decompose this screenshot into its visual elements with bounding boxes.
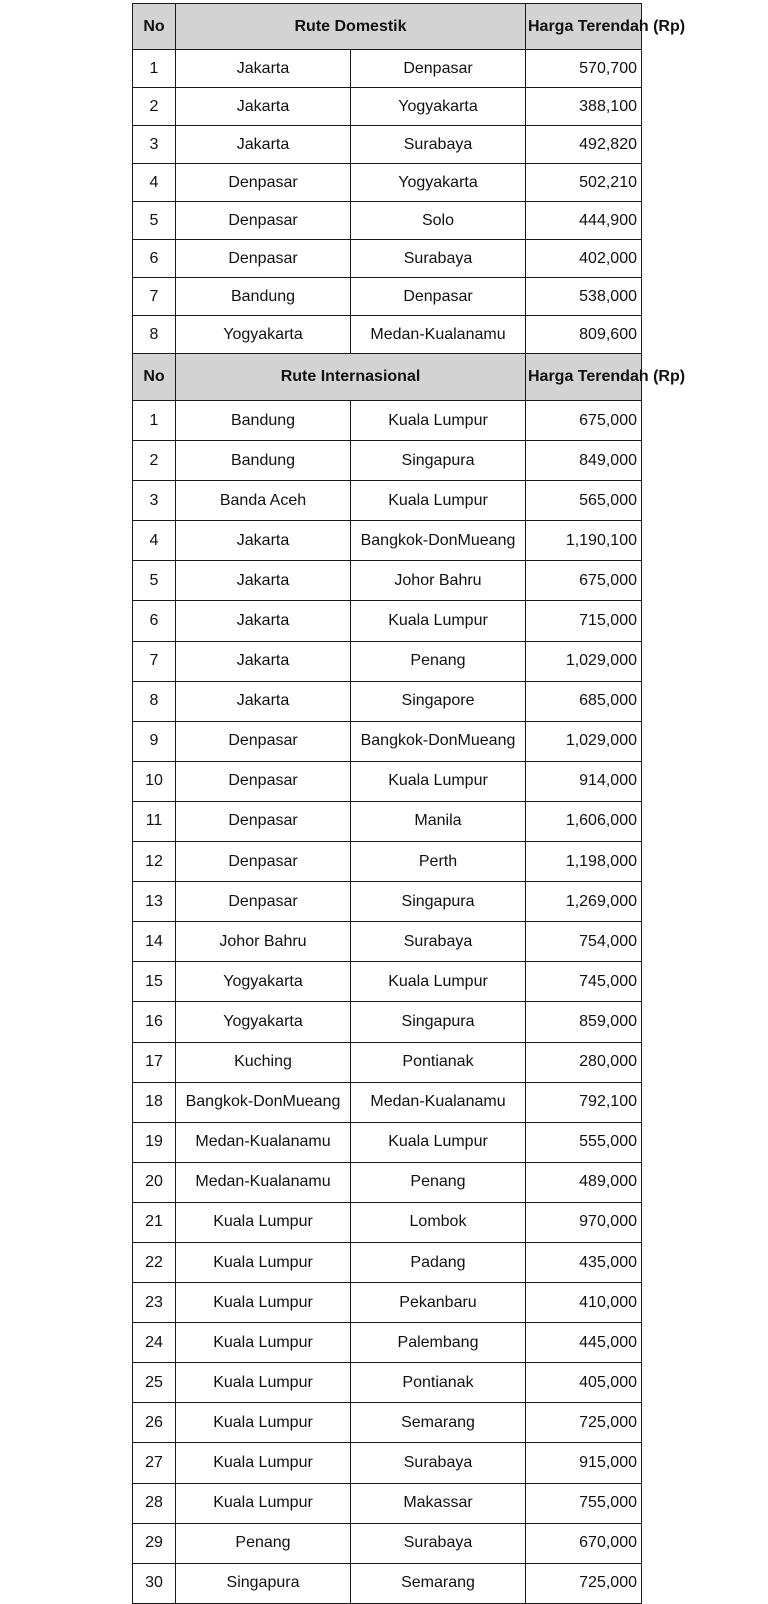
table-row <box>133 1042 642 1082</box>
column-header-no: No <box>133 354 176 401</box>
destination-city: Singapura <box>351 441 526 481</box>
origin-city: Yogyakarta <box>176 1002 351 1042</box>
table-row <box>133 126 642 164</box>
lowest-price: 410,000 <box>526 1283 642 1323</box>
row-number: 14 <box>133 922 176 962</box>
row-number: 11 <box>133 801 176 841</box>
table-row <box>133 1563 642 1603</box>
origin-city: Denpasar <box>176 842 351 882</box>
origin-city: Jakarta <box>176 641 351 681</box>
table-row <box>133 88 642 126</box>
lowest-price: 755,000 <box>526 1483 642 1523</box>
lowest-price: 492,820 <box>526 126 642 164</box>
row-number: 16 <box>133 1002 176 1042</box>
row-number: 24 <box>133 1323 176 1363</box>
destination-city: Lombok <box>351 1202 526 1242</box>
row-number: 2 <box>133 88 176 126</box>
origin-city: Johor Bahru <box>176 922 351 962</box>
table-row <box>133 1082 642 1122</box>
destination-city: Semarang <box>351 1563 526 1603</box>
row-number: 4 <box>133 164 176 202</box>
origin-city: Kuala Lumpur <box>176 1483 351 1523</box>
table-row <box>133 521 642 561</box>
destination-city: Denpasar <box>351 278 526 316</box>
origin-city: Bandung <box>176 278 351 316</box>
table-row <box>133 1403 642 1443</box>
origin-city: Jakarta <box>176 521 351 561</box>
lowest-price: 565,000 <box>526 481 642 521</box>
table-row <box>133 202 642 240</box>
origin-city: Kuala Lumpur <box>176 1242 351 1282</box>
row-number: 26 <box>133 1403 176 1443</box>
lowest-price: 754,000 <box>526 922 642 962</box>
origin-city: Kuala Lumpur <box>176 1363 351 1403</box>
lowest-price: 675,000 <box>526 561 642 601</box>
destination-city: Surabaya <box>351 1523 526 1563</box>
origin-city: Kuala Lumpur <box>176 1323 351 1363</box>
row-number: 23 <box>133 1283 176 1323</box>
row-number: 3 <box>133 481 176 521</box>
lowest-price: 489,000 <box>526 1162 642 1202</box>
lowest-price: 280,000 <box>526 1042 642 1082</box>
lowest-price: 444,900 <box>526 202 642 240</box>
table-row <box>133 962 642 1002</box>
lowest-price: 792,100 <box>526 1082 642 1122</box>
origin-city: Denpasar <box>176 164 351 202</box>
origin-city: Denpasar <box>176 240 351 278</box>
destination-city: Johor Bahru <box>351 561 526 601</box>
destination-city: Surabaya <box>351 126 526 164</box>
row-number: 19 <box>133 1122 176 1162</box>
origin-city: Singapura <box>176 1563 351 1603</box>
table-row <box>133 278 642 316</box>
destination-city: Denpasar <box>351 50 526 88</box>
lowest-price: 502,210 <box>526 164 642 202</box>
row-number: 5 <box>133 561 176 601</box>
airfare-table-body <box>133 4 686 1604</box>
table-row <box>133 401 642 441</box>
lowest-price: 538,000 <box>526 278 642 316</box>
table-row <box>133 601 642 641</box>
destination-city: Singapore <box>351 681 526 721</box>
row-number: 7 <box>133 278 176 316</box>
origin-city: Banda Aceh <box>176 481 351 521</box>
table-row <box>133 761 642 801</box>
origin-city: Medan-Kualanamu <box>176 1122 351 1162</box>
destination-city: Kuala Lumpur <box>351 481 526 521</box>
origin-city: Denpasar <box>176 882 351 922</box>
destination-city: Bangkok-DonMueang <box>351 521 526 561</box>
column-header-price: Harga Terendah (Rp) <box>526 4 642 50</box>
row-number: 21 <box>133 1202 176 1242</box>
table-row <box>133 1523 642 1563</box>
row-number: 5 <box>133 202 176 240</box>
destination-city: Penang <box>351 1162 526 1202</box>
origin-city: Denpasar <box>176 761 351 801</box>
lowest-price: 1,269,000 <box>526 882 642 922</box>
row-number: 27 <box>133 1443 176 1483</box>
row-number: 4 <box>133 521 176 561</box>
table-row <box>133 561 642 601</box>
destination-city: Bangkok-DonMueang <box>351 721 526 761</box>
origin-city: Kuala Lumpur <box>176 1283 351 1323</box>
destination-city: Singapura <box>351 1002 526 1042</box>
destination-city: Kuala Lumpur <box>351 1122 526 1162</box>
origin-city: Jakarta <box>176 561 351 601</box>
table-row <box>133 240 642 278</box>
lowest-price: 859,000 <box>526 1002 642 1042</box>
origin-city: Yogyakarta <box>176 962 351 1002</box>
lowest-price: 915,000 <box>526 1443 642 1483</box>
table-row <box>133 316 642 354</box>
destination-city: Yogyakarta <box>351 164 526 202</box>
origin-city: Denpasar <box>176 801 351 841</box>
lowest-price: 745,000 <box>526 962 642 1002</box>
origin-city: Medan-Kualanamu <box>176 1162 351 1202</box>
destination-city: Kuala Lumpur <box>351 601 526 641</box>
row-number: 10 <box>133 761 176 801</box>
origin-city: Jakarta <box>176 126 351 164</box>
origin-city: Denpasar <box>176 721 351 761</box>
column-header-route: Rute Domestik <box>176 4 526 50</box>
lowest-price: 970,000 <box>526 1202 642 1242</box>
row-number: 13 <box>133 882 176 922</box>
table-row <box>133 882 642 922</box>
lowest-price: 670,000 <box>526 1523 642 1563</box>
origin-city: Jakarta <box>176 681 351 721</box>
lowest-price: 849,000 <box>526 441 642 481</box>
row-number: 22 <box>133 1242 176 1282</box>
destination-city: Manila <box>351 801 526 841</box>
row-number: 25 <box>133 1363 176 1403</box>
row-number: 3 <box>133 126 176 164</box>
table-row <box>133 922 642 962</box>
row-number: 9 <box>133 721 176 761</box>
destination-city: Medan-Kualanamu <box>351 1082 526 1122</box>
lowest-price: 445,000 <box>526 1323 642 1363</box>
row-number: 20 <box>133 1162 176 1202</box>
international-header-row <box>133 354 642 401</box>
row-number: 29 <box>133 1523 176 1563</box>
row-number: 1 <box>133 401 176 441</box>
lowest-price: 685,000 <box>526 681 642 721</box>
destination-city: Pekanbaru <box>351 1283 526 1323</box>
destination-city: Kuala Lumpur <box>351 401 526 441</box>
table-row <box>133 481 642 521</box>
lowest-price: 555,000 <box>526 1122 642 1162</box>
lowest-price: 435,000 <box>526 1242 642 1282</box>
lowest-price: 1,029,000 <box>526 641 642 681</box>
row-number: 15 <box>133 962 176 1002</box>
destination-city: Pontianak <box>351 1042 526 1082</box>
row-number: 28 <box>133 1483 176 1523</box>
lowest-price: 715,000 <box>526 601 642 641</box>
lowest-price: 388,100 <box>526 88 642 126</box>
table-row <box>133 1242 642 1282</box>
lowest-price: 1,606,000 <box>526 801 642 841</box>
destination-city: Solo <box>351 202 526 240</box>
lowest-price: 725,000 <box>526 1563 642 1603</box>
table-row <box>133 164 642 202</box>
table-row <box>133 1363 642 1403</box>
column-header-price: Harga Terendah (Rp) <box>526 354 642 401</box>
origin-city: Kuala Lumpur <box>176 1403 351 1443</box>
table-row <box>133 1162 642 1202</box>
destination-city: Perth <box>351 842 526 882</box>
row-number: 8 <box>133 681 176 721</box>
lowest-price: 809,600 <box>526 316 642 354</box>
table-row <box>133 641 642 681</box>
table-row <box>133 50 642 88</box>
origin-city: Jakarta <box>176 88 351 126</box>
row-number: 6 <box>133 240 176 278</box>
lowest-price: 1,029,000 <box>526 721 642 761</box>
destination-city: Padang <box>351 1242 526 1282</box>
table-row <box>133 1002 642 1042</box>
table-row <box>133 801 642 841</box>
origin-city: Jakarta <box>176 50 351 88</box>
table-row <box>133 1122 642 1162</box>
origin-city: Bangkok-DonMueang <box>176 1082 351 1122</box>
row-number: 1 <box>133 50 176 88</box>
lowest-price: 725,000 <box>526 1403 642 1443</box>
lowest-price: 1,198,000 <box>526 842 642 882</box>
destination-city: Pontianak <box>351 1363 526 1403</box>
table-row <box>133 441 642 481</box>
row-number: 2 <box>133 441 176 481</box>
destination-city: Palembang <box>351 1323 526 1363</box>
origin-city: Bandung <box>176 441 351 481</box>
destination-city: Yogyakarta <box>351 88 526 126</box>
lowest-price: 402,000 <box>526 240 642 278</box>
table-row <box>133 1323 642 1363</box>
column-header-route: Rute Internasional <box>176 354 526 401</box>
destination-city: Singapura <box>351 882 526 922</box>
destination-city: Kuala Lumpur <box>351 761 526 801</box>
airfare-table <box>132 3 686 1604</box>
lowest-price: 570,700 <box>526 50 642 88</box>
domestic-header-row <box>133 4 642 50</box>
destination-city: Surabaya <box>351 240 526 278</box>
origin-city: Yogyakarta <box>176 316 351 354</box>
destination-city: Medan-Kualanamu <box>351 316 526 354</box>
origin-city: Bandung <box>176 401 351 441</box>
origin-city: Penang <box>176 1523 351 1563</box>
row-number: 30 <box>133 1563 176 1603</box>
lowest-price: 914,000 <box>526 761 642 801</box>
row-number: 12 <box>133 842 176 882</box>
lowest-price: 1,190,100 <box>526 521 642 561</box>
row-number: 18 <box>133 1082 176 1122</box>
table-row <box>133 1202 642 1242</box>
lowest-price: 675,000 <box>526 401 642 441</box>
origin-city: Kuching <box>176 1042 351 1082</box>
destination-city: Penang <box>351 641 526 681</box>
row-number: 8 <box>133 316 176 354</box>
destination-city: Makassar <box>351 1483 526 1523</box>
table-row <box>133 1283 642 1323</box>
table-row <box>133 721 642 761</box>
origin-city: Denpasar <box>176 202 351 240</box>
row-number: 7 <box>133 641 176 681</box>
lowest-price: 405,000 <box>526 1363 642 1403</box>
table-row <box>133 842 642 882</box>
destination-city: Surabaya <box>351 922 526 962</box>
row-number: 17 <box>133 1042 176 1082</box>
table-row <box>133 681 642 721</box>
origin-city: Jakarta <box>176 601 351 641</box>
row-number: 6 <box>133 601 176 641</box>
destination-city: Kuala Lumpur <box>351 962 526 1002</box>
destination-city: Semarang <box>351 1403 526 1443</box>
origin-city: Kuala Lumpur <box>176 1443 351 1483</box>
table-row <box>133 1443 642 1483</box>
column-header-no: No <box>133 4 176 50</box>
table-row <box>133 1483 642 1523</box>
origin-city: Kuala Lumpur <box>176 1202 351 1242</box>
destination-city: Surabaya <box>351 1443 526 1483</box>
